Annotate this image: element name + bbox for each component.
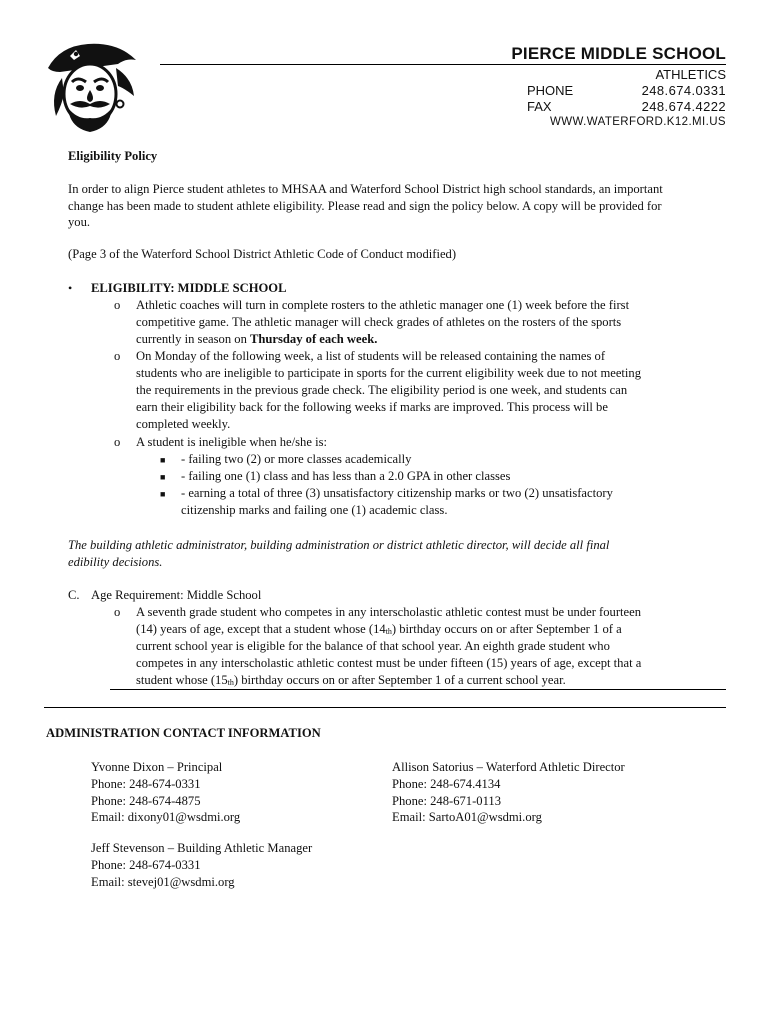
- item-line: [136, 331, 726, 348]
- item-line: competitive game. The athletic manager will check grades of athletes on the rosters of the sports: [136, 315, 622, 329]
- note-line: The building athletic administrator, building administration or district athletic director, will decide all final: [68, 538, 610, 552]
- item-line: students who are ineligible to participate in sports for the current eligibility week due to not meeting: [136, 366, 642, 380]
- age-text: ) birthday occurs on or after September 1 of a: [391, 622, 622, 636]
- item-emphasis: Thursday of each week.: [250, 332, 378, 346]
- school-name: PIERCE MIDDLE SCHOOL: [511, 44, 726, 63]
- item-line: On Monday of the following week, a list of students will be released containing the names of: [136, 349, 606, 363]
- eligibility-heading: ELIGIBILITY: MIDDLE SCHOOL: [91, 281, 287, 295]
- ordinal-suffix: th: [385, 627, 392, 636]
- intro-line: you.: [68, 215, 91, 229]
- department: ATHLETICS: [655, 67, 726, 82]
- age-text: ) birthday occurs on or after September 1 of a current school year.: [233, 673, 566, 687]
- website[interactable]: WWW.WATERFORD.K12.MI.US: [550, 116, 726, 128]
- pirate-mascot-icon: [40, 38, 140, 136]
- condition-line: - failing two (2) or more classes academically: [181, 452, 412, 466]
- age-line: A seventh grade student who competes in any interscholastic athletic contest must be under fourteen: [136, 605, 642, 619]
- contact-email[interactable]: Email: dixony01@wsdmi.org: [91, 810, 241, 824]
- fax-number: 248.674.4222: [641, 99, 726, 114]
- age-heading: Age Requirement: Middle School: [91, 588, 262, 602]
- item-line: Athletic coaches will turn in complete rosters to the athletic manager one (1) week before the first: [136, 298, 630, 312]
- sub-bullet: o: [114, 435, 121, 449]
- contact-phone: Phone: 248-671-0113: [392, 794, 502, 808]
- square-bullet: ■: [160, 455, 166, 465]
- contact-name: Yvonne Dixon – Principal: [91, 760, 223, 774]
- contact-name: Jeff Stevenson – Building Athletic Manager: [91, 841, 313, 855]
- item-line: A student is ineligible when he/she is:: [136, 435, 327, 449]
- item-line: the requirements in the previous grade check. The eligibility period is one week, and students can: [136, 383, 628, 397]
- policy-title: Eligibility Policy: [68, 149, 158, 163]
- age-text: (14) years of age, except that a student whose (14: [136, 622, 386, 636]
- phone-number: 248.674.0331: [641, 83, 726, 98]
- phone-label: PHONE: [527, 83, 574, 98]
- contact-phone: Phone: 248-674-4875: [91, 794, 201, 808]
- note-line: edibility decisions.: [68, 555, 163, 569]
- age-text: student whose (15: [136, 673, 228, 687]
- item-line: completed weekly.: [136, 417, 231, 431]
- fax-label: FAX: [527, 99, 552, 114]
- contact-phone: Phone: 248-674.4134: [392, 777, 501, 791]
- condition-line: citizenship marks and failing one (1) academic class.: [181, 503, 448, 517]
- contact-phone: Phone: 248-674-0331: [91, 777, 201, 791]
- sub-bullet: o: [114, 298, 121, 312]
- bullet: •: [68, 281, 73, 295]
- section-letter: C.: [68, 588, 80, 602]
- contact-email[interactable]: Email: stevej01@wsdmi.org: [91, 875, 235, 889]
- sub-bullet: o: [114, 605, 121, 619]
- age-line: competes in any interscholastic athletic contest must be under fifteen (15) years of age, except that a: [136, 656, 642, 670]
- intro-line: change has been made to student athlete eligibility. Please read and sign the policy below. A copy will be provided for: [68, 199, 662, 213]
- item-line: earn their eligibility back for the following weeks if marks are improved. This process will be: [136, 400, 608, 414]
- header-rule: [160, 64, 726, 65]
- condition-line: - earning a total of three (3) unsatisfactory citizenship marks or two (2) unsatisfactory: [181, 486, 613, 500]
- contact-name: Allison Satorius – Waterford Athletic Director: [392, 760, 625, 774]
- divider: [110, 689, 726, 690]
- ordinal-suffix: th: [227, 678, 234, 687]
- item-text: currently in season on: [136, 332, 251, 346]
- sub-bullet: o: [114, 349, 121, 363]
- intro-line: In order to align Pierce student athletes to MHSAA and Waterford School District high school standards, an important: [68, 182, 663, 196]
- contacts-heading: ADMINISTRATION CONTACT INFORMATION: [46, 726, 321, 740]
- square-bullet: ■: [160, 489, 166, 499]
- condition-line: - failing one (1) class and has less than a 2.0 GPA in other classes: [181, 469, 511, 483]
- reference-note: (Page 3 of the Waterford School District Athletic Code of Conduct modified): [68, 247, 457, 261]
- contact-phone: Phone: 248-674-0331: [91, 858, 201, 872]
- age-line: current school year is eligible for the balance of that school year. An eighth grade student who: [136, 639, 610, 653]
- divider: [44, 707, 726, 708]
- contact-email[interactable]: Email: SartoA01@wsdmi.org: [392, 810, 542, 824]
- square-bullet: ■: [160, 472, 166, 482]
